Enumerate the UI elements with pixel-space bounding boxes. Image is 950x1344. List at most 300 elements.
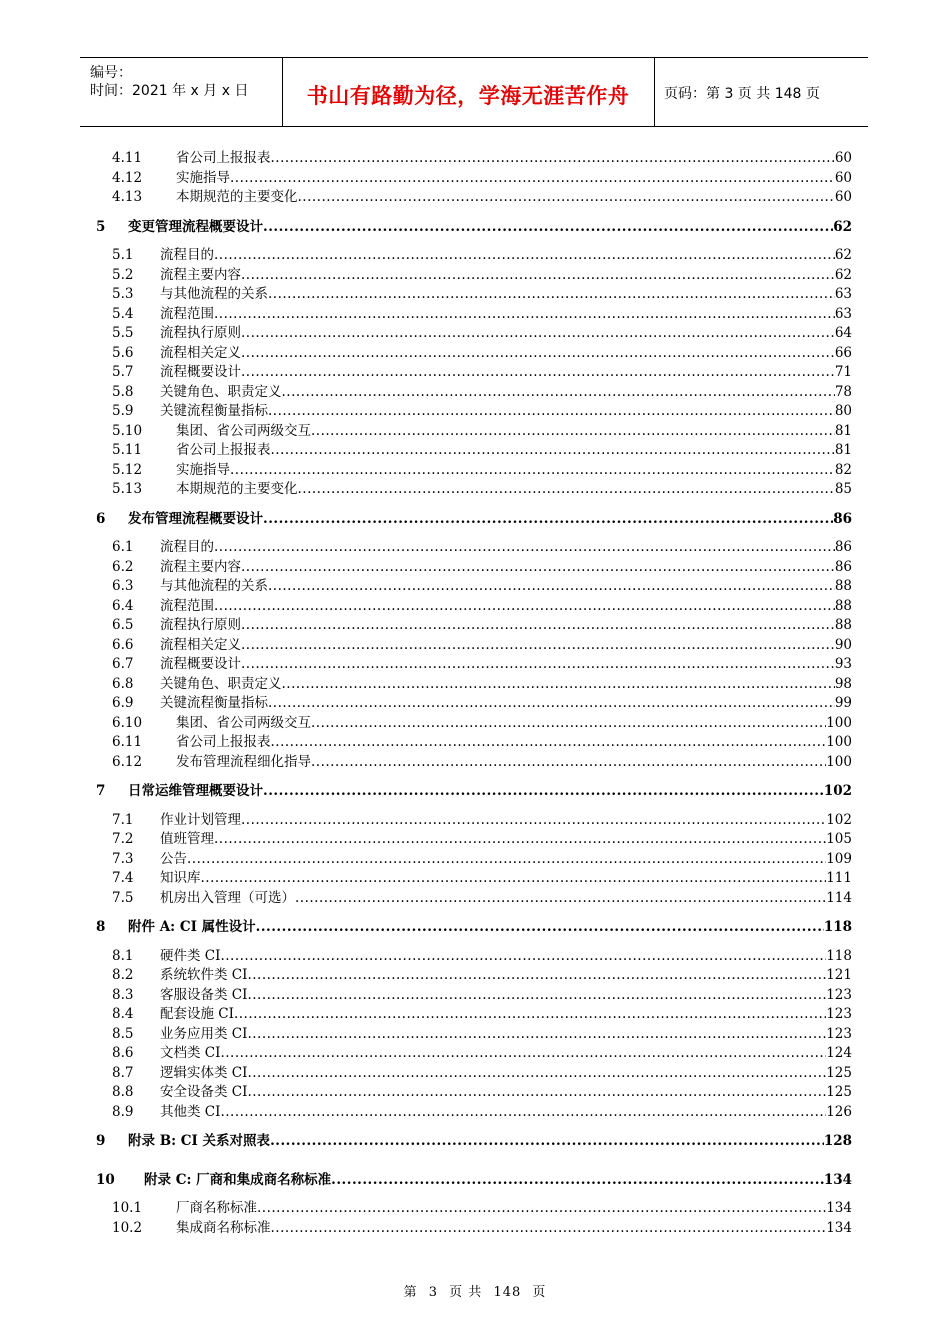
toc-dot-leader: [311, 422, 835, 440]
toc-entry-body: [176, 149, 852, 167]
toc-entry-number: 8.5: [112, 1025, 134, 1042]
toc-entry-title: 业务应用类 CI: [160, 1025, 248, 1042]
toc-entry-page: 102: [826, 811, 852, 828]
toc-entry-body: [160, 869, 852, 887]
toc-entry-body: [128, 918, 852, 936]
toc-entry-number: 4.13: [112, 189, 143, 205]
toc-section-entry[interactable]: [0, 305, 950, 323]
toc-entry-page: 114: [826, 889, 852, 906]
toc-entry-number: 8.2: [112, 967, 134, 983]
toc-entry-page: 98: [834, 675, 852, 692]
toc-entry-body: [160, 636, 852, 654]
toc-dot-leader: [187, 850, 826, 868]
toc-entry-title: 流程相关定义: [160, 636, 241, 653]
toc-dot-leader: [271, 441, 835, 459]
toc-entry-title: 附录 B: CI 关系对照表: [128, 1133, 271, 1149]
toc-dot-leader: [331, 1171, 824, 1189]
toc-entry-page: 90: [834, 636, 852, 653]
toc-entry-body: [176, 1199, 852, 1217]
toc-entry-body: [144, 1171, 852, 1189]
toc-dot-leader: [214, 538, 835, 556]
toc-chapter-entry[interactable]: [0, 782, 950, 800]
toc-entry-body: [160, 1005, 852, 1023]
toc-section-entry[interactable]: [0, 986, 950, 1004]
toc-entry-number: 6.2: [112, 558, 134, 575]
toc-dot-leader: [271, 1219, 827, 1237]
toc-entry-title: 省公司上报报表: [176, 150, 271, 166]
footer-total-pages: 148: [493, 1285, 522, 1300]
toc-section-entry[interactable]: [0, 1044, 950, 1062]
toc-entry-page: 86: [834, 539, 852, 555]
toc-section-entry[interactable]: [0, 383, 950, 401]
toc-entry-title: 关键流程衡量指标: [160, 695, 268, 711]
toc-entry-page: 134: [826, 1219, 852, 1236]
toc-entry-number: 10.1: [112, 1200, 143, 1216]
toc-section-entry[interactable]: [0, 869, 950, 887]
toc-entry-body: [160, 1103, 852, 1121]
toc-entry-page: 123: [826, 986, 852, 1003]
toc-section-entry[interactable]: [0, 538, 950, 556]
toc-entry-body: [160, 947, 852, 965]
toc-entry-number: 10.2: [112, 1219, 143, 1236]
toc-entry-number: 6.1: [112, 539, 134, 555]
toc-entry-number: 8.9: [112, 1103, 134, 1120]
toc-entry-number: 6.11: [112, 734, 143, 750]
toc-entry-body: [176, 188, 852, 206]
page-header: [80, 57, 868, 127]
toc-entry-title: 流程范围: [160, 305, 214, 322]
toc-dot-leader: [214, 830, 826, 848]
toc-entry-title: 集团、省公司两级交互: [176, 422, 311, 439]
toc-entry-title: 关键流程衡量指标: [160, 403, 268, 419]
toc-dot-leader: [268, 285, 835, 303]
toc-entry-number: 6.12: [112, 753, 143, 770]
toc-entry-title: 系统软件类 CI: [160, 967, 248, 983]
toc-entry-page: 93: [834, 656, 852, 672]
toc-section-entry[interactable]: [0, 422, 950, 440]
toc-section-entry[interactable]: [0, 246, 950, 264]
toc-section-entry[interactable]: [0, 889, 950, 907]
toc-chapter-entry[interactable]: [0, 510, 950, 528]
toc-entry-number: 6.7: [112, 656, 134, 672]
toc-dot-leader: [311, 753, 826, 771]
toc-entry-title: 文档类 CI: [160, 1045, 221, 1061]
toc-entry-body: [160, 655, 852, 673]
toc-dot-leader: [230, 461, 835, 479]
toc-dot-leader: [201, 869, 827, 887]
toc-section-entry[interactable]: [0, 1199, 950, 1217]
toc-section-entry[interactable]: [0, 616, 950, 634]
toc-dot-leader: [247, 1025, 826, 1043]
toc-entry-title: 本期规范的主要变化: [176, 189, 298, 205]
toc-dot-leader: [247, 1083, 826, 1101]
toc-entry-number: 4.11: [112, 150, 143, 166]
toc-entry-page: 100: [826, 714, 852, 731]
toc-entry-title: 本期规范的主要变化: [176, 481, 298, 497]
toc-entry-page: 109: [826, 850, 852, 867]
toc-entry-number: 6: [96, 510, 106, 527]
toc-entry-title: 与其他流程的关系: [160, 286, 268, 302]
toc-dot-leader: [214, 597, 835, 615]
footer-current-page: 3: [428, 1285, 439, 1300]
toc-dot-leader: [271, 149, 835, 167]
toc-entry-number: 6.9: [112, 695, 134, 711]
toc-entry-page: 86: [834, 558, 852, 575]
toc-entry-number: 6.6: [112, 636, 134, 653]
toc-entry-title: 附录 C: 厂商和集成商名称标准: [144, 1171, 332, 1188]
toc-dot-leader: [282, 383, 835, 401]
toc-section-entry[interactable]: [0, 1083, 950, 1101]
toc-entry-body: [160, 577, 852, 595]
toc-section-entry[interactable]: [0, 344, 950, 362]
toc-dot-leader: [268, 402, 835, 420]
toc-dot-leader: [230, 169, 835, 187]
toc-dot-leader: [241, 363, 835, 381]
toc-section-entry[interactable]: [0, 1103, 950, 1121]
toc-entry-body: [160, 811, 852, 829]
toc-entry-body: [160, 402, 852, 420]
toc-dot-leader: [241, 324, 835, 342]
toc-entry-number: 7.3: [112, 850, 134, 867]
toc-section-entry[interactable]: [0, 1064, 950, 1082]
toc-entry-number: 8.8: [112, 1084, 134, 1100]
toc-dot-leader: [241, 558, 835, 576]
toc-entry-number: 6.8: [112, 675, 134, 692]
toc-section-entry[interactable]: [0, 324, 950, 342]
toc-entry-page: 88: [834, 597, 852, 614]
toc-entry-title: 知识库: [160, 870, 201, 886]
page-footer: [0, 1281, 950, 1300]
toc-entry-body: [160, 675, 852, 693]
toc-dot-leader: [247, 986, 826, 1004]
toc-entry-body: [160, 305, 852, 323]
toc-section-entry[interactable]: [0, 714, 950, 732]
toc-dot-leader: [257, 1199, 826, 1217]
toc-entry-body: [176, 461, 852, 479]
header-slogan-cell: [282, 58, 655, 126]
toc-entry-title: 流程执行原则: [160, 325, 241, 341]
toc-entry-body: [176, 441, 852, 459]
toc-entry-title: 流程概要设计: [160, 656, 241, 672]
toc-entry-title: 值班管理: [160, 831, 214, 847]
toc-entry-title: 附件 A: CI 属性设计: [128, 919, 256, 935]
toc-entry-body: [160, 966, 852, 984]
toc-entry-page: 62: [833, 218, 852, 235]
toc-entry-number: 4.12: [112, 169, 143, 186]
toc-entry-number: 8.3: [112, 986, 134, 1003]
toc-dot-leader: [241, 266, 835, 284]
toc-entry-title: 作业计划管理: [160, 811, 241, 828]
toc-entry-body: [128, 510, 852, 528]
toc-dot-leader: [263, 218, 833, 236]
toc-entry-title: 流程执行原则: [160, 617, 241, 633]
toc-section-entry[interactable]: [0, 1025, 950, 1043]
toc-entry-title: 流程目的: [160, 539, 214, 555]
toc-entry-page: 63: [834, 286, 852, 302]
toc-entry-page: 111: [826, 870, 852, 886]
toc-entry-page: 88: [834, 617, 852, 633]
toc-entry-number: 7.5: [112, 889, 134, 906]
toc-section-entry[interactable]: [0, 285, 950, 303]
toc-entry-number: 5.9: [112, 403, 134, 419]
toc-entry-page: 123: [826, 1006, 852, 1022]
toc-entry-number: 5.11: [112, 442, 143, 458]
toc-dot-leader: [247, 966, 826, 984]
toc-entry-number: 5.6: [112, 344, 134, 361]
toc-entry-title: 客服设备类 CI: [160, 986, 248, 1003]
toc-entry-page: 134: [823, 1171, 852, 1188]
toc-dot-leader: [241, 636, 835, 654]
toc-entry-body: [176, 480, 852, 498]
toc-entry-number: 8.1: [112, 947, 134, 964]
toc-section-entry[interactable]: [0, 1005, 950, 1023]
toc-entry-title: 流程主要内容: [160, 558, 241, 575]
toc-entry-body: [160, 538, 852, 556]
toc-entry-number: 5.8: [112, 383, 134, 400]
toc-section-entry[interactable]: [0, 558, 950, 576]
toc-entry-page: 81: [834, 422, 852, 439]
document-number-label: 编号：: [90, 65, 132, 81]
toc-entry-body: [160, 1025, 852, 1043]
toc-section-entry[interactable]: [0, 1219, 950, 1237]
toc-entry-title: 关键角色、职责定义: [160, 675, 282, 692]
toc-entry-title: 关键角色、职责定义: [160, 383, 282, 400]
toc-section-entry[interactable]: [0, 850, 950, 868]
toc-dot-leader: [214, 246, 835, 264]
toc-entry-body: [176, 169, 852, 187]
toc-section-entry[interactable]: [0, 947, 950, 965]
toc-dot-leader: [256, 918, 824, 936]
toc-dot-leader: [270, 1132, 824, 1150]
toc-entry-body: [176, 733, 852, 751]
toc-entry-page: 63: [834, 305, 852, 322]
toc-section-entry[interactable]: [0, 577, 950, 595]
toc-entry-body: [160, 246, 852, 264]
toc-entry-title: 公告: [160, 850, 187, 867]
toc-entry-page: 125: [826, 1084, 852, 1100]
toc-dot-leader: [241, 655, 835, 673]
toc-dot-leader: [263, 510, 833, 528]
toc-entry-page: 60: [834, 150, 852, 166]
toc-entry-title: 与其他流程的关系: [160, 578, 268, 594]
toc-entry-number: 5.12: [112, 461, 143, 478]
toc-entry-number: 6.5: [112, 617, 134, 633]
toc-entry-page: 66: [834, 344, 852, 361]
toc-dot-leader: [268, 577, 835, 595]
toc-entry-number: 10: [96, 1171, 115, 1188]
toc-dot-leader: [298, 188, 835, 206]
toc-entry-number: 5.7: [112, 364, 134, 380]
toc-entry-number: 7.2: [112, 831, 134, 847]
toc-dot-leader: [214, 305, 835, 323]
toc-dot-leader: [241, 811, 826, 829]
toc-section-entry[interactable]: [0, 461, 950, 479]
toc-entry-number: 5.10: [112, 422, 143, 439]
toc-entry-body: [160, 1064, 852, 1082]
toc-section-entry[interactable]: [0, 441, 950, 459]
toc-entry-page: 85: [834, 481, 852, 497]
toc-entry-body: [176, 1219, 852, 1237]
toc-entry-body: [160, 1044, 852, 1062]
toc-entry-title: 实施指导: [176, 169, 230, 186]
toc-entry-body: [160, 889, 852, 907]
toc-entry-page: 126: [826, 1103, 852, 1120]
toc-section-entry[interactable]: [0, 636, 950, 654]
toc-dot-leader: [247, 1064, 826, 1082]
toc-dot-leader: [241, 344, 835, 362]
toc-entry-title: 日常运维管理概要设计: [128, 783, 263, 799]
toc-entry-title: 硬件类 CI: [160, 947, 221, 964]
toc-entry-number: 5.1: [112, 247, 134, 263]
toc-entry-title: 集团、省公司两级交互: [176, 714, 311, 731]
toc-section-entry[interactable]: [0, 149, 950, 167]
toc-entry-body: [160, 558, 852, 576]
toc-entry-page: 118: [823, 919, 852, 935]
toc-dot-leader: [234, 1005, 826, 1023]
toc-entry-number: 7.4: [112, 870, 134, 886]
toc-section-entry[interactable]: [0, 188, 950, 206]
toc-entry-number: 7.1: [112, 811, 134, 828]
toc-entry-number: 5.4: [112, 305, 134, 322]
toc-entry-body: [160, 1083, 852, 1101]
toc-section-entry[interactable]: [0, 694, 950, 712]
toc-entry-page: 118: [826, 947, 852, 964]
toc-entry-body: [128, 782, 852, 800]
toc-section-entry[interactable]: [0, 733, 950, 751]
toc-entry-body: [160, 266, 852, 284]
toc-entry-page: 88: [834, 578, 852, 594]
toc-entry-title: 逻辑实体类 CI: [160, 1064, 248, 1081]
toc-section-entry[interactable]: [0, 597, 950, 615]
toc-entry-page: 71: [834, 364, 852, 380]
toc-section-entry[interactable]: [0, 753, 950, 771]
toc-entry-body: [128, 1132, 852, 1150]
toc-entry-page: 123: [826, 1025, 852, 1042]
toc-entry-title: 流程主要内容: [160, 266, 241, 283]
toc-dot-leader: [220, 1044, 826, 1062]
toc-entry-body: [176, 714, 852, 732]
toc-entry-page: 128: [823, 1133, 852, 1149]
toc-entry-title: 配套设施 CI: [160, 1006, 234, 1022]
toc-entry-number: 9: [96, 1133, 106, 1149]
toc-entry-body: [128, 218, 852, 236]
toc-section-entry[interactable]: [0, 480, 950, 498]
toc-entry-title: 厂商名称标准: [176, 1200, 257, 1216]
toc-entry-title: 流程相关定义: [160, 344, 241, 361]
toc-entry-page: 121: [826, 967, 852, 983]
header-meta-cell: [80, 58, 283, 126]
document-date: 时间：2021 年 x 月 x 日: [90, 83, 249, 99]
toc-entry-title: 发布管理流程细化指导: [176, 753, 311, 770]
toc-dot-leader: [311, 714, 826, 732]
toc-section-entry[interactable]: [0, 266, 950, 284]
toc-entry-title: 省公司上报报表: [176, 442, 271, 458]
toc-entry-title: 安全设备类 CI: [160, 1084, 248, 1100]
toc-entry-title: 发布管理流程概要设计: [128, 510, 263, 527]
toc-entry-page: 80: [834, 403, 852, 419]
toc-entry-title: 流程概要设计: [160, 364, 241, 380]
header-page-info: 页码：第 3 页 共 148 页: [664, 86, 820, 102]
toc-entry-page: 100: [826, 753, 852, 770]
toc-entry-body: [160, 694, 852, 712]
footer-prefix: 第: [403, 1285, 418, 1300]
toc-entry-number: 6.3: [112, 578, 134, 594]
toc-entry-page: 102: [823, 783, 852, 799]
toc-entry-page: 60: [834, 169, 852, 186]
toc-section-entry[interactable]: [0, 966, 950, 984]
toc-dot-leader: [268, 694, 835, 712]
toc-chapter-entry[interactable]: [0, 1132, 950, 1150]
toc-entry-number: 8.7: [112, 1064, 134, 1081]
toc-entry-page: 105: [826, 831, 852, 847]
toc-dot-leader: [282, 675, 835, 693]
toc-entry-body: [160, 830, 852, 848]
toc-section-entry[interactable]: [0, 402, 950, 420]
toc-chapter-entry[interactable]: [0, 918, 950, 936]
toc-entry-body: [176, 422, 852, 440]
toc-entry-title: 机房出入管理（可选）: [160, 889, 295, 906]
toc-dot-leader: [220, 1103, 826, 1121]
toc-dot-leader: [295, 889, 826, 907]
toc-section-entry[interactable]: [0, 169, 950, 187]
toc-dot-leader: [298, 480, 835, 498]
header-page-cell: [654, 58, 868, 126]
toc-entry-page: 62: [834, 247, 852, 263]
toc-entry-number: 5.13: [112, 481, 143, 497]
toc-dot-leader: [271, 733, 827, 751]
header-slogan: 书山有路勤为径，学海无涯苦作舟: [306, 84, 630, 108]
toc-entry-number: 5.2: [112, 266, 134, 283]
toc-entry-title: 集成商名称标准: [176, 1219, 271, 1236]
toc-dot-leader: [220, 947, 826, 965]
toc-entry-title: 流程目的: [160, 247, 214, 263]
toc-entry-page: 62: [834, 266, 852, 283]
toc-entry-body: [176, 753, 852, 771]
toc-entry-title: 变更管理流程概要设计: [128, 218, 263, 235]
toc-chapter-entry[interactable]: [0, 1171, 950, 1189]
footer-suffix: 页: [532, 1285, 547, 1300]
toc-dot-leader: [241, 616, 835, 634]
toc-entry-title: 实施指导: [176, 461, 230, 478]
toc-entry-number: 6.10: [112, 714, 143, 731]
toc-entry-page: 100: [826, 734, 852, 750]
toc-entry-title: 其他类 CI: [160, 1103, 221, 1120]
toc-entry-number: 5.3: [112, 286, 134, 302]
toc-section-entry[interactable]: [0, 811, 950, 829]
toc-chapter-entry[interactable]: [0, 218, 950, 236]
toc-entry-body: [160, 616, 852, 634]
toc-entry-body: [160, 324, 852, 342]
toc-entry-page: 124: [826, 1045, 852, 1061]
toc-entry-title: 省公司上报报表: [176, 734, 271, 750]
toc-entry-page: 78: [834, 383, 852, 400]
toc-entry-number: 8.6: [112, 1045, 134, 1061]
footer-middle: 页 共: [449, 1285, 483, 1300]
toc-entry-page: 125: [826, 1064, 852, 1081]
toc-section-entry[interactable]: [0, 655, 950, 673]
toc-section-entry[interactable]: [0, 363, 950, 381]
toc-section-entry[interactable]: [0, 830, 950, 848]
toc-entry-page: 81: [834, 442, 852, 458]
toc-entry-number: 8: [96, 919, 106, 935]
toc-entry-body: [160, 363, 852, 381]
toc-entry-body: [160, 285, 852, 303]
toc-section-entry[interactable]: [0, 675, 950, 693]
toc-entry-body: [160, 344, 852, 362]
toc-entry-number: 8.4: [112, 1006, 134, 1022]
toc-entry-page: 82: [834, 461, 852, 478]
toc-entry-body: [160, 850, 852, 868]
